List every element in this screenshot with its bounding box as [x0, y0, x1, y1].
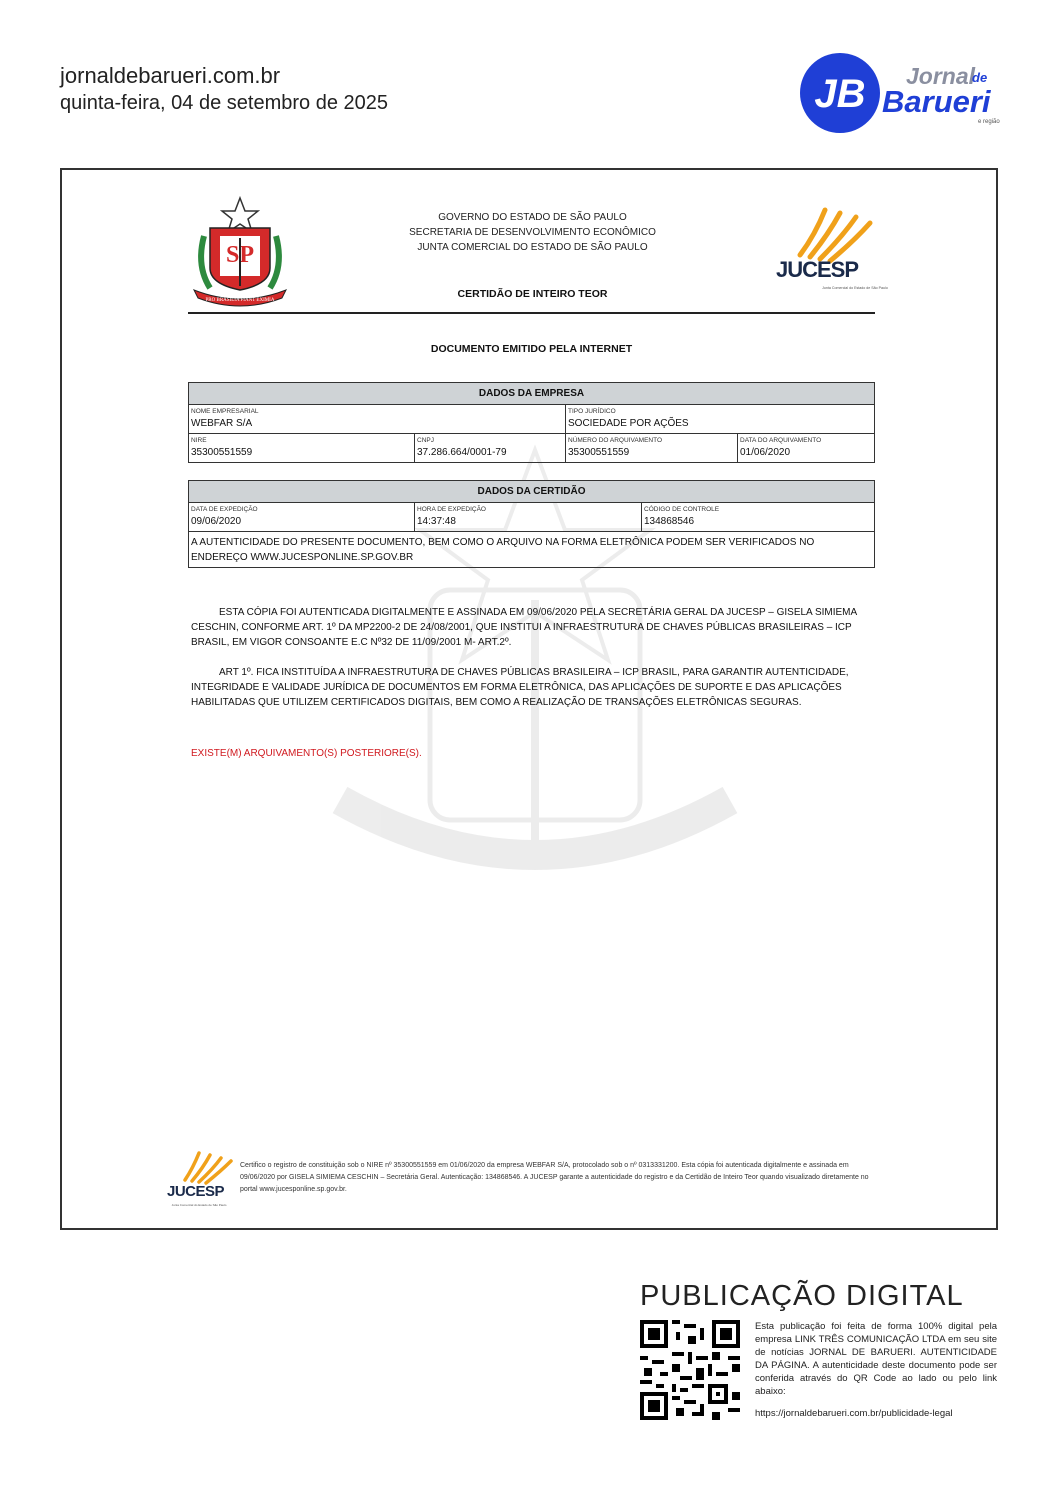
- nire-value: 35300551559: [191, 447, 253, 458]
- logo-barueri-text: Barueri: [882, 84, 991, 119]
- codigo-label: CÓDIGO DE CONTROLE: [644, 506, 720, 513]
- crest-motto: PRO BRASILIA FIANT EXIMIA: [205, 298, 275, 303]
- gov-line-1: GOVERNO DO ESTADO DE SÃO PAULO: [438, 212, 627, 223]
- table-cell: [566, 434, 738, 462]
- hora-value: 14:37:48: [417, 516, 456, 527]
- num-arquivamento-value: 35300551559: [568, 447, 630, 458]
- header-divider: [188, 312, 875, 314]
- logo-de-text: de: [972, 70, 988, 85]
- data-arquivamento-value: 01/06/2020: [740, 447, 791, 458]
- nome-label: NOME EMPRESARIAL: [191, 408, 259, 415]
- sao-paulo-crest: [190, 196, 290, 306]
- crest-sp-text: SP: [225, 242, 255, 268]
- table-row: [189, 434, 874, 462]
- site-url[interactable]: jornaldebarueri.com.br: [60, 63, 281, 88]
- table-cell: [415, 434, 566, 462]
- cnpj-label: CNPJ: [417, 437, 434, 444]
- authentication-paragraph: ESTA CÓPIA FOI AUTENTICADA DIGITALMENTE E ASSINADA EM 09/06/2020 PELA SECRETÁRIA GERAL DA JUCESP – GISELA SIMIEMA CESCHIN, CONFORME ART. 1º DA MP2200-2 DE 24/08/2001, QUE INSTITUI A INFRAESTRUTURA DE CHAVES PÚBLICAS BRASILEIRAS – ICP BRASIL, EM VIGOR CONSOANTE E.C Nº32 DE 11/09/2001 M- ART.2º.: [191, 607, 857, 648]
- table-row: [189, 532, 874, 567]
- jucesp-subtitle: Junta Comercial do Estado de São Paulo: [822, 286, 888, 290]
- company-data-table: [188, 382, 875, 463]
- jucesp-logo: [770, 205, 888, 297]
- table-cell: [738, 434, 874, 462]
- digital-publication-title: PUBLICAÇÃO DIGITAL: [640, 1280, 964, 1312]
- gov-line-3: JUNTA COMERCIAL DO ESTADO DE SÃO PAULO: [417, 242, 648, 253]
- tipo-label: TIPO JURÍDICO: [568, 408, 616, 415]
- jucesp-footer-subtitle: Junta Comercial do Estado de São Paulo: [171, 1203, 227, 1207]
- document-title: DOCUMENTO EMITIDO PELA INTERNET: [430, 343, 633, 355]
- registry-footer-text: Certifico o registro de constituição sob o NIRE nº 35300551559 em 01/06/2020 da empresa WEBFAR S/A, protocolado sob o nº 0313331200. Esta cópia foi autenticada digitalmente e assinada em 09/06/2020 por GISELA SIMIEMA CESCHIN – Secretária Geral. Autenticação: 134868546. A JUCESP garante a autenticidade do registro e da Certidão de Inteiro Teor quando visualizado diretamente no portal www.jucesponline.sp.gov.br.: [240, 1162, 869, 1193]
- publication-link[interactable]: https://jornaldebarueri.com.br/publicidade-legal: [755, 1408, 953, 1419]
- jucesp-name: JUCESP: [776, 257, 859, 282]
- logo-jornal-text: Jornal: [906, 63, 976, 89]
- tipo-value: SOCIEDADE POR AÇÕES: [568, 418, 689, 429]
- table-cell: [189, 405, 566, 433]
- table-cell: [642, 503, 874, 531]
- data-arquivamento-label: DATA DO ARQUIVAMENTO: [740, 437, 822, 444]
- icp-brasil-paragraph: ART 1º. FICA INSTITUÍDA A INFRAESTRUTURA DE CHAVES PÚBLICAS BRASILEIRA – ICP BRASIL, PARA GARANTIR AUTENTICIDADE, INTEGRIDADE E VALIDADE JURÍDICA DE DOCUMENTOS EM FORMA ELETRÔNICA, DAS APLICAÇÕES DE SUPORTE E DAS APLICAÇÕES HABILITADAS QUE UTILIZEM CERTIFICADOS DIGITAIS, BEM COMO A REALIZAÇÃO DE TRANSAÇÕES ELETRÔNICAS SEGURAS.: [191, 667, 849, 708]
- expedicao-label: DATA DE EXPEDIÇÃO: [191, 506, 258, 513]
- posterior-filings-note: EXISTE(M) ARQUIVAMENTO(S) POSTERIORE(S).: [191, 748, 422, 759]
- table-row: [189, 503, 874, 532]
- certificate-title: CERTIDÃO DE INTEIRO TEOR: [457, 288, 608, 300]
- hora-label: HORA DE EXPEDIÇÃO: [417, 506, 486, 513]
- table-row: [189, 405, 874, 434]
- jb-mark-text: JB: [814, 72, 866, 116]
- certificate-data-table: [188, 480, 875, 568]
- authenticity-note: A AUTENTICIDADE DO PRESENTE DOCUMENTO, BEM COMO O ARQUIVO NA FORMA ELETRÔNICA PODEM SER VERIFICADOS NO ENDEREÇO WWW.JUCESPONLINE.SP.GOV.BR: [191, 537, 815, 563]
- gov-line-2: SECRETARIA DE DESENVOLVIMENTO ECONÔMICO: [409, 227, 656, 238]
- qr-code[interactable]: [640, 1320, 740, 1420]
- logo-regiao-text: e região: [978, 119, 1000, 125]
- jornal-de-barueri-logo[interactable]: [800, 52, 1005, 134]
- jucesp-footer-name: JUCESP: [167, 1183, 225, 1200]
- table-cell: [415, 503, 642, 531]
- num-arquivamento-label: NÚMERO DO ARQUIVAMENTO: [568, 437, 663, 444]
- company-table-header: DADOS DA EMPRESA: [189, 383, 874, 405]
- table-cell: [189, 503, 415, 531]
- jucesp-footer-logo: [165, 1150, 235, 1215]
- table-cell: [566, 405, 874, 433]
- digital-publication-text: Esta publicação foi feita de forma 100% digital pela empresa LINK TRÊS COMUNICAÇÃO LTDA em seu site de notícias JORNAL DE BARUERI. AUTENTICIDADE DA PÁGINA. A autenticidade deste documento pode ser conferida através do QR Code ao lado ou pelo link abaixo:: [755, 1321, 997, 1397]
- table-cell: [189, 434, 415, 462]
- nome-value: WEBFAR S/A: [191, 418, 253, 429]
- expedicao-value: 09/06/2020: [191, 516, 242, 527]
- nire-label: NIRE: [191, 437, 207, 444]
- government-header: [380, 210, 685, 255]
- certificate-table-header: DADOS DA CERTIDÃO: [189, 481, 874, 503]
- publication-date: quinta-feira, 04 de setembro de 2025: [60, 92, 388, 114]
- codigo-value: 134868546: [644, 516, 695, 527]
- cnpj-value: 37.286.664/0001-79: [417, 447, 507, 458]
